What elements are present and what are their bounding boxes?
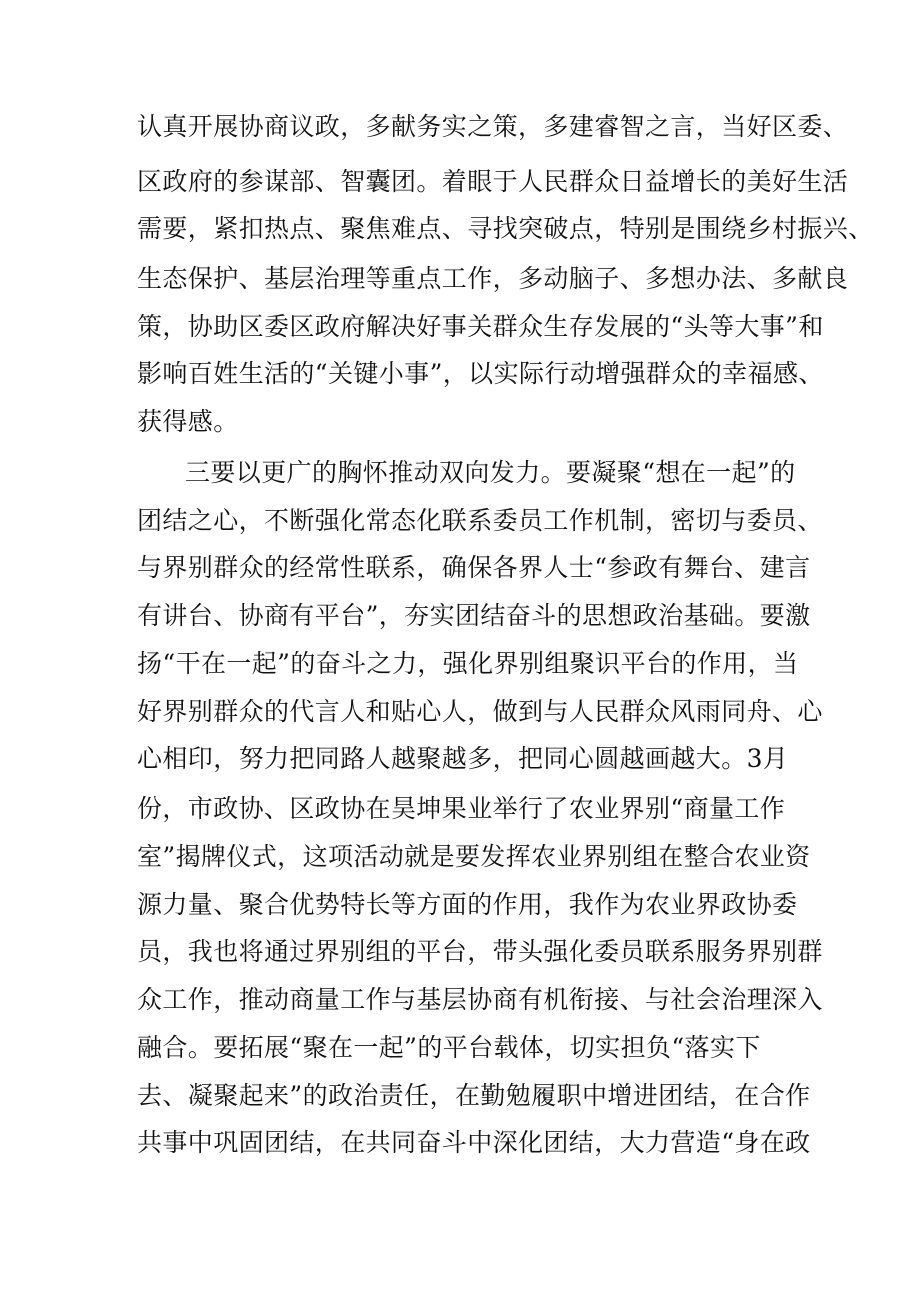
text-line: 团结之心，不断强化常态化联系委员工作机制，密切与委员、 bbox=[137, 506, 823, 535]
text-line: 心相印，努力把同路人越聚越多，把同心圆越画越大。3月 bbox=[137, 744, 789, 773]
text-line: 份，市政协、区政协在昊坤果业举行了农业界别“商量工作 bbox=[137, 794, 786, 823]
text-line: 扬“干在一起”的奋斗之力，强化界别组聚识平台的作用，当 bbox=[137, 649, 799, 678]
text-line: 有讲台、协商有平台”，夯实团结奋斗的思想政治基础。要激 bbox=[137, 601, 811, 630]
paragraph-first-line: 三要以更广的胸怀推动双向发力。要凝聚“想在一起”的 bbox=[185, 458, 796, 487]
text-line: 共事中巩固团结，在共同奋斗中深化团结，大力营造“身在政 bbox=[137, 1128, 811, 1157]
text-line: 好界别群众的代言人和贴心人，做到与人民群众风雨同舟、心 bbox=[137, 697, 823, 726]
text-line: 融合。要拓展“聚在一起”的平台载体，切实担负“落实下 bbox=[137, 1033, 761, 1062]
text-line: 众工作，推动商量工作与基层协商有机衔接、与社会治理深入 bbox=[137, 985, 823, 1014]
text-line: 区政府的参谋部、智囊团。着眼于人民群众日益增长的美好生活 bbox=[137, 167, 849, 196]
text-line: 源力量、聚合优势特长等方面的作用，我作为农业界政协委 bbox=[137, 890, 798, 919]
text-line: 室”揭牌仪式，这项活动就是要发挥农业界别组在整合农业资 bbox=[137, 842, 811, 871]
text-line: 员，我也将通过界别组的平台，带头强化委员联系服务界别群 bbox=[137, 937, 823, 966]
text-line: 认真开展协商议政，多献务实之策，多建睿智之言，当好区委、 bbox=[137, 112, 849, 141]
text-line: 获得感。 bbox=[137, 407, 239, 436]
text-line: 策，协助区委区政府解决好事关群众生存发展的“头等大事”和 bbox=[137, 312, 824, 341]
text-line: 影响百姓生活的“关键小事”，以实际行动增强群众的幸福感、 bbox=[137, 359, 824, 388]
text-line: 需要，紧扣热点、聚焦难点、寻找突破点，特别是围绕乡村振兴、 bbox=[137, 214, 874, 243]
text-line: 生态保护、基层治理等重点工作，多动脑子、多想办法、多献良 bbox=[137, 264, 849, 293]
text-line: 去、凝聚起来”的政治责任，在勤勉履职中增进团结，在合作 bbox=[137, 1081, 811, 1110]
text-line: 与界别群众的经常性联系，确保各界人士“参政有舞台、建言 bbox=[137, 553, 811, 582]
